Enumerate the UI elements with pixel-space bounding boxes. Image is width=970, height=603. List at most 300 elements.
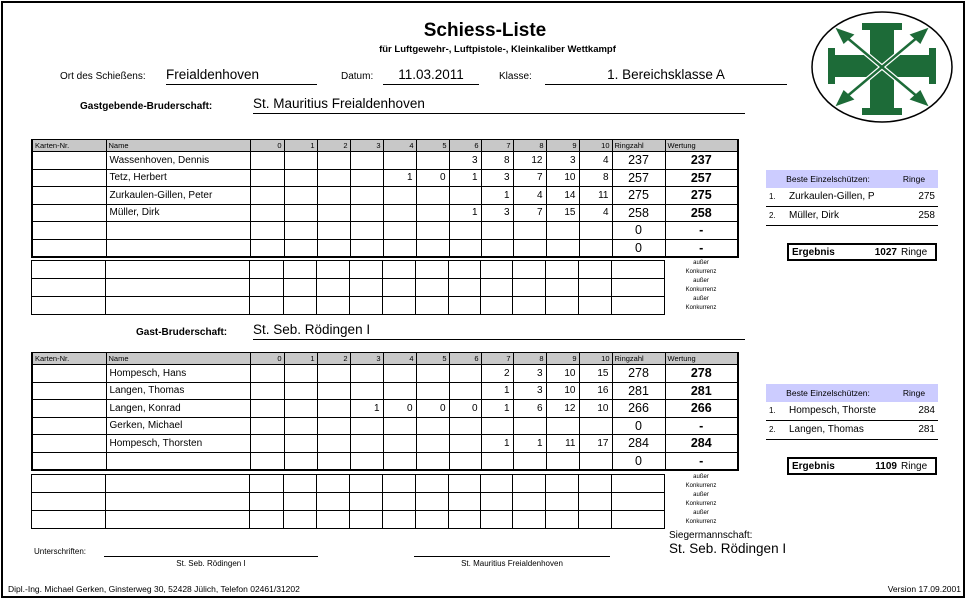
ring-count-cell[interactable] bbox=[383, 417, 416, 435]
shooter-name-cell[interactable]: Langen, Konrad bbox=[106, 400, 250, 418]
klasse-field[interactable] bbox=[545, 67, 787, 85]
empty-cell[interactable] bbox=[106, 475, 250, 493]
shooter-name-cell[interactable]: Wassenhoven, Dennis bbox=[106, 152, 250, 170]
ring-count-cell[interactable] bbox=[481, 239, 513, 257]
empty-cell[interactable] bbox=[579, 297, 612, 315]
ring-count-cell[interactable] bbox=[383, 382, 416, 400]
ring-count-cell[interactable] bbox=[317, 204, 350, 222]
team1-best-shooters bbox=[766, 170, 938, 226]
ring-count-cell[interactable]: 11 bbox=[579, 187, 612, 205]
table-row bbox=[32, 169, 738, 187]
ring-count-cell[interactable] bbox=[513, 239, 546, 257]
empty-cell[interactable] bbox=[612, 475, 665, 493]
ring-count-cell[interactable] bbox=[350, 382, 383, 400]
ring-count-cell[interactable] bbox=[449, 435, 481, 453]
ringzahl-cell: 257 bbox=[612, 169, 665, 187]
karten-nr-cell[interactable] bbox=[32, 435, 106, 453]
ring-count-cell[interactable] bbox=[383, 239, 416, 257]
column-header: 7 bbox=[481, 140, 513, 152]
ring-count-cell[interactable]: 1 bbox=[449, 204, 481, 222]
ring-count-cell[interactable] bbox=[250, 400, 284, 418]
shooter-name-cell[interactable] bbox=[106, 239, 250, 257]
ring-count-cell[interactable] bbox=[449, 382, 481, 400]
empty-cell[interactable] bbox=[317, 511, 350, 529]
team2-best-row bbox=[766, 402, 938, 421]
extra-row bbox=[32, 261, 665, 279]
empty-cell[interactable] bbox=[416, 297, 449, 315]
empty-cell[interactable] bbox=[579, 493, 612, 511]
ring-count-cell[interactable] bbox=[416, 187, 449, 205]
ring-count-cell[interactable] bbox=[383, 152, 416, 170]
empty-cell[interactable] bbox=[383, 475, 416, 493]
ring-count-cell[interactable] bbox=[579, 222, 612, 240]
empty-cell[interactable] bbox=[612, 297, 665, 315]
ring-count-cell[interactable] bbox=[513, 417, 546, 435]
ring-count-cell[interactable] bbox=[350, 365, 383, 383]
club-logo-icon bbox=[810, 10, 954, 124]
ring-count-cell[interactable]: 8 bbox=[481, 152, 513, 170]
empty-cell[interactable] bbox=[546, 493, 579, 511]
ring-count-cell[interactable] bbox=[383, 204, 416, 222]
ring-count-cell[interactable] bbox=[416, 222, 449, 240]
empty-cell[interactable] bbox=[416, 261, 449, 279]
ring-count-cell[interactable] bbox=[317, 400, 350, 418]
karten-nr-cell[interactable] bbox=[32, 417, 106, 435]
karten-nr-cell[interactable] bbox=[32, 152, 106, 170]
ring-count-cell[interactable] bbox=[416, 365, 449, 383]
ring-count-cell[interactable]: 1 bbox=[513, 435, 546, 453]
ring-count-cell[interactable] bbox=[284, 435, 317, 453]
empty-cell[interactable] bbox=[612, 493, 665, 511]
ring-count-cell[interactable] bbox=[250, 204, 284, 222]
ring-count-cell[interactable] bbox=[284, 382, 317, 400]
column-header: 6 bbox=[449, 353, 481, 365]
ring-count-cell[interactable]: 4 bbox=[579, 152, 612, 170]
empty-cell[interactable] bbox=[250, 279, 284, 297]
empty-cell[interactable] bbox=[284, 297, 317, 315]
ring-count-cell[interactable] bbox=[284, 239, 317, 257]
ring-count-cell[interactable] bbox=[350, 169, 383, 187]
ring-count-cell[interactable] bbox=[546, 239, 579, 257]
empty-cell[interactable] bbox=[350, 511, 383, 529]
ring-count-cell[interactable]: 4 bbox=[513, 187, 546, 205]
ring-count-cell[interactable] bbox=[546, 222, 579, 240]
empty-cell[interactable] bbox=[317, 475, 350, 493]
ring-count-cell[interactable] bbox=[416, 152, 449, 170]
empty-cell[interactable] bbox=[350, 475, 383, 493]
ring-count-cell[interactable]: 3 bbox=[481, 169, 513, 187]
empty-cell[interactable] bbox=[612, 279, 665, 297]
empty-cell[interactable] bbox=[481, 493, 513, 511]
empty-cell[interactable] bbox=[546, 475, 579, 493]
datum-field[interactable] bbox=[383, 67, 479, 85]
team2-name-field[interactable] bbox=[253, 322, 745, 340]
ring-count-cell[interactable] bbox=[579, 452, 612, 470]
empty-cell[interactable] bbox=[317, 261, 350, 279]
table-row bbox=[32, 222, 738, 240]
empty-cell[interactable] bbox=[106, 279, 250, 297]
ring-count-cell[interactable] bbox=[250, 152, 284, 170]
ring-count-cell[interactable] bbox=[317, 382, 350, 400]
empty-cell[interactable] bbox=[513, 475, 546, 493]
ring-count-cell[interactable] bbox=[317, 169, 350, 187]
ringzahl-cell: 237 bbox=[612, 152, 665, 170]
ring-count-cell[interactable]: 1 bbox=[383, 169, 416, 187]
ausser-konkurrenz-text: außer bbox=[693, 474, 709, 480]
empty-cell[interactable] bbox=[481, 279, 513, 297]
ring-count-cell[interactable] bbox=[350, 204, 383, 222]
empty-cell[interactable] bbox=[350, 297, 383, 315]
column-header: 6 bbox=[449, 140, 481, 152]
ring-count-cell[interactable] bbox=[449, 239, 481, 257]
empty-cell[interactable] bbox=[317, 493, 350, 511]
ring-count-cell[interactable] bbox=[449, 365, 481, 383]
shooter-name-cell[interactable]: Hompesch, Hans bbox=[106, 365, 250, 383]
karten-nr-cell[interactable] bbox=[32, 452, 106, 470]
ring-count-cell[interactable] bbox=[350, 452, 383, 470]
ringzahl-cell: 0 bbox=[612, 239, 665, 257]
empty-cell[interactable] bbox=[481, 475, 513, 493]
ring-count-cell[interactable] bbox=[317, 152, 350, 170]
rank: 1. bbox=[769, 192, 776, 201]
empty-cell[interactable] bbox=[250, 297, 284, 315]
ringzahl-cell: 0 bbox=[612, 222, 665, 240]
ring-count-cell[interactable] bbox=[449, 452, 481, 470]
ring-count-cell[interactable] bbox=[250, 382, 284, 400]
karten-nr-cell[interactable] bbox=[32, 239, 106, 257]
empty-cell[interactable] bbox=[449, 279, 481, 297]
ring-count-cell[interactable] bbox=[284, 152, 317, 170]
ring-count-cell[interactable]: 4 bbox=[579, 204, 612, 222]
shooter-name: Müller, Dirk bbox=[789, 210, 840, 221]
ring-count-cell[interactable] bbox=[284, 187, 317, 205]
klasse-label: Klasse: bbox=[499, 71, 532, 82]
shooter-ringe: 284 bbox=[918, 405, 935, 416]
ring-count-cell[interactable]: 11 bbox=[546, 435, 579, 453]
empty-cell[interactable] bbox=[32, 511, 106, 529]
ring-count-cell[interactable]: 3 bbox=[481, 204, 513, 222]
ringzahl-cell: 275 bbox=[612, 187, 665, 205]
empty-cell[interactable] bbox=[317, 279, 350, 297]
column-header: Wertung bbox=[665, 353, 738, 365]
ring-count-cell[interactable]: 2 bbox=[481, 365, 513, 383]
ring-count-cell[interactable]: 10 bbox=[546, 382, 579, 400]
ring-count-cell[interactable] bbox=[250, 169, 284, 187]
ring-count-cell[interactable] bbox=[481, 452, 513, 470]
ring-count-cell[interactable]: 1 bbox=[481, 400, 513, 418]
empty-cell[interactable] bbox=[481, 511, 513, 529]
empty-cell[interactable] bbox=[416, 279, 449, 297]
ring-count-cell[interactable] bbox=[416, 204, 449, 222]
empty-cell[interactable] bbox=[449, 493, 481, 511]
ring-count-cell[interactable] bbox=[284, 204, 317, 222]
extra-row bbox=[32, 493, 665, 511]
signature-line-right[interactable] bbox=[414, 556, 610, 557]
ring-count-cell[interactable]: 10 bbox=[546, 169, 579, 187]
column-header: 1 bbox=[284, 353, 317, 365]
shooter-name-cell[interactable]: Gerken, Michael bbox=[106, 417, 250, 435]
ring-count-cell[interactable]: 3 bbox=[449, 152, 481, 170]
ring-count-cell[interactable]: 1 bbox=[481, 187, 513, 205]
ring-count-cell[interactable] bbox=[481, 222, 513, 240]
shooter-name-cell[interactable]: Zurkaulen-Gillen, Peter bbox=[106, 187, 250, 205]
empty-cell[interactable] bbox=[250, 261, 284, 279]
ring-count-cell[interactable] bbox=[350, 435, 383, 453]
team2-best-row bbox=[766, 421, 938, 440]
empty-cell[interactable] bbox=[250, 511, 284, 529]
ring-count-cell[interactable] bbox=[383, 187, 416, 205]
ring-count-cell[interactable] bbox=[416, 435, 449, 453]
ring-count-cell[interactable] bbox=[513, 222, 546, 240]
shooter-name-cell[interactable]: Tetz, Herbert bbox=[106, 169, 250, 187]
ring-count-cell[interactable]: 12 bbox=[513, 152, 546, 170]
ring-count-cell[interactable]: 3 bbox=[513, 365, 546, 383]
empty-cell[interactable] bbox=[546, 511, 579, 529]
ring-count-cell[interactable]: 8 bbox=[579, 169, 612, 187]
ring-count-cell[interactable]: 0 bbox=[449, 400, 481, 418]
ring-count-cell[interactable] bbox=[383, 222, 416, 240]
ringzahl-cell: 258 bbox=[612, 204, 665, 222]
ring-count-cell[interactable] bbox=[284, 400, 317, 418]
empty-cell[interactable] bbox=[32, 475, 106, 493]
ring-count-cell[interactable] bbox=[317, 452, 350, 470]
ring-count-cell[interactable] bbox=[317, 187, 350, 205]
empty-cell[interactable] bbox=[32, 261, 106, 279]
empty-cell[interactable] bbox=[383, 279, 416, 297]
empty-cell[interactable] bbox=[579, 475, 612, 493]
ring-count-cell[interactable]: 12 bbox=[546, 400, 579, 418]
empty-cell[interactable] bbox=[350, 279, 383, 297]
ring-count-cell[interactable]: 10 bbox=[579, 400, 612, 418]
team1-best-row bbox=[766, 207, 938, 226]
empty-cell[interactable] bbox=[350, 493, 383, 511]
ring-count-cell[interactable] bbox=[350, 187, 383, 205]
empty-cell[interactable] bbox=[449, 261, 481, 279]
ring-count-cell[interactable] bbox=[250, 435, 284, 453]
ring-count-cell[interactable]: 10 bbox=[546, 365, 579, 383]
ergebnis-value: 1027 bbox=[874, 246, 897, 258]
empty-cell[interactable] bbox=[513, 511, 546, 529]
ring-count-cell[interactable] bbox=[350, 417, 383, 435]
wertung-cell: 257 bbox=[665, 169, 738, 187]
empty-cell[interactable] bbox=[513, 297, 546, 315]
table-row bbox=[32, 152, 738, 170]
ring-count-cell[interactable] bbox=[416, 239, 449, 257]
shooter-name-cell[interactable]: Hompesch, Thorsten bbox=[106, 435, 250, 453]
ring-count-cell[interactable]: 3 bbox=[513, 382, 546, 400]
column-header: Ringzahl bbox=[612, 140, 665, 152]
ring-count-cell[interactable] bbox=[350, 222, 383, 240]
ausser-konkurrenz-text: außer bbox=[693, 510, 709, 516]
empty-cell[interactable] bbox=[546, 297, 579, 315]
ring-count-cell[interactable] bbox=[284, 365, 317, 383]
shooter-name-cell[interactable]: Langen, Thomas bbox=[106, 382, 250, 400]
table-row bbox=[32, 435, 738, 453]
ring-count-cell[interactable]: 1 bbox=[449, 169, 481, 187]
ort-value: Freialdenhoven bbox=[166, 67, 260, 82]
team2-score-table bbox=[31, 352, 739, 471]
empty-cell[interactable] bbox=[449, 475, 481, 493]
ring-count-cell[interactable]: 1 bbox=[481, 382, 513, 400]
column-header: 9 bbox=[546, 353, 579, 365]
empty-cell[interactable] bbox=[383, 511, 416, 529]
ring-count-cell[interactable] bbox=[317, 417, 350, 435]
ring-count-cell[interactable] bbox=[350, 152, 383, 170]
empty-cell[interactable] bbox=[383, 493, 416, 511]
ringzahl-cell: 266 bbox=[612, 400, 665, 418]
ring-count-cell[interactable] bbox=[250, 365, 284, 383]
wertung-cell: 258 bbox=[665, 204, 738, 222]
ring-count-cell[interactable] bbox=[284, 222, 317, 240]
ring-count-cell[interactable] bbox=[350, 239, 383, 257]
ring-count-cell[interactable] bbox=[317, 365, 350, 383]
klasse-value: 1. Bereichsklasse A bbox=[607, 67, 725, 82]
column-header: 0 bbox=[250, 140, 284, 152]
shooter-name: Hompesch, Thorste bbox=[789, 405, 877, 416]
sieger-name: St. Seb. Rödingen I bbox=[669, 541, 787, 556]
ring-count-cell[interactable] bbox=[416, 452, 449, 470]
ring-count-cell[interactable] bbox=[449, 222, 481, 240]
empty-cell[interactable] bbox=[579, 511, 612, 529]
ring-count-cell[interactable]: 0 bbox=[416, 169, 449, 187]
empty-cell[interactable] bbox=[250, 475, 284, 493]
karten-nr-cell[interactable] bbox=[32, 187, 106, 205]
ring-count-cell[interactable]: 0 bbox=[416, 400, 449, 418]
datum-label: Datum: bbox=[341, 71, 374, 82]
extra-row bbox=[32, 475, 665, 493]
karten-nr-cell[interactable] bbox=[32, 365, 106, 383]
ring-count-cell[interactable] bbox=[383, 365, 416, 383]
ring-count-cell[interactable]: 6 bbox=[513, 400, 546, 418]
ring-count-cell[interactable] bbox=[250, 452, 284, 470]
karten-nr-cell[interactable] bbox=[32, 204, 106, 222]
ring-count-cell[interactable] bbox=[250, 417, 284, 435]
ring-count-cell[interactable]: 17 bbox=[579, 435, 612, 453]
karten-nr-cell[interactable] bbox=[32, 222, 106, 240]
ring-count-cell[interactable] bbox=[546, 417, 579, 435]
empty-cell[interactable] bbox=[106, 493, 250, 511]
ring-count-cell[interactable] bbox=[546, 452, 579, 470]
ausser-konkurrenz-text: außer bbox=[693, 296, 709, 302]
empty-cell[interactable] bbox=[250, 493, 284, 511]
ring-count-cell[interactable] bbox=[416, 417, 449, 435]
ring-count-cell[interactable] bbox=[579, 239, 612, 257]
column-header: 3 bbox=[350, 140, 383, 152]
empty-cell[interactable] bbox=[449, 297, 481, 315]
empty-cell[interactable] bbox=[513, 279, 546, 297]
ring-count-cell[interactable]: 14 bbox=[546, 187, 579, 205]
empty-cell[interactable] bbox=[284, 511, 317, 529]
team1-extra-rows bbox=[31, 260, 665, 315]
empty-cell[interactable] bbox=[612, 261, 665, 279]
ring-count-cell[interactable] bbox=[449, 417, 481, 435]
ring-count-cell[interactable] bbox=[383, 435, 416, 453]
datum-value: 11.03.2011 bbox=[398, 67, 464, 82]
empty-cell[interactable] bbox=[449, 511, 481, 529]
ring-count-cell[interactable] bbox=[250, 222, 284, 240]
ring-count-cell[interactable]: 7 bbox=[513, 204, 546, 222]
empty-cell[interactable] bbox=[481, 297, 513, 315]
ring-count-cell[interactable]: 7 bbox=[513, 169, 546, 187]
karten-nr-cell[interactable] bbox=[32, 400, 106, 418]
ring-count-cell[interactable] bbox=[284, 169, 317, 187]
empty-cell[interactable] bbox=[546, 261, 579, 279]
empty-cell[interactable] bbox=[284, 475, 317, 493]
empty-cell[interactable] bbox=[579, 261, 612, 279]
ring-count-cell[interactable] bbox=[250, 187, 284, 205]
ring-count-cell[interactable]: 3 bbox=[546, 152, 579, 170]
ring-count-cell[interactable]: 15 bbox=[546, 204, 579, 222]
karten-nr-cell[interactable] bbox=[32, 169, 106, 187]
ring-count-cell[interactable] bbox=[513, 452, 546, 470]
empty-cell[interactable] bbox=[481, 261, 513, 279]
column-header: 8 bbox=[513, 140, 546, 152]
empty-cell[interactable] bbox=[284, 493, 317, 511]
empty-cell[interactable] bbox=[106, 261, 250, 279]
ring-count-cell[interactable] bbox=[317, 239, 350, 257]
empty-cell[interactable] bbox=[284, 279, 317, 297]
ring-count-cell[interactable]: 1 bbox=[481, 435, 513, 453]
empty-cell[interactable] bbox=[416, 493, 449, 511]
ring-count-cell[interactable]: 1 bbox=[350, 400, 383, 418]
signature-line-left[interactable] bbox=[104, 556, 318, 557]
ring-count-cell[interactable] bbox=[317, 222, 350, 240]
ring-count-cell[interactable] bbox=[284, 452, 317, 470]
empty-cell[interactable] bbox=[106, 297, 250, 315]
empty-cell[interactable] bbox=[284, 261, 317, 279]
shooter-name-cell[interactable] bbox=[106, 452, 250, 470]
column-header: 3 bbox=[350, 353, 383, 365]
column-header: Ringzahl bbox=[612, 353, 665, 365]
ring-count-cell[interactable] bbox=[449, 187, 481, 205]
ring-count-cell[interactable] bbox=[284, 417, 317, 435]
empty-cell[interactable] bbox=[383, 297, 416, 315]
ergebnis-label: Ergebnis bbox=[792, 460, 835, 472]
ort-field[interactable] bbox=[166, 67, 317, 85]
empty-cell[interactable] bbox=[350, 261, 383, 279]
empty-cell[interactable] bbox=[579, 279, 612, 297]
empty-cell[interactable] bbox=[416, 475, 449, 493]
empty-cell[interactable] bbox=[513, 493, 546, 511]
shooter-name-cell[interactable]: Müller, Dirk bbox=[106, 204, 250, 222]
empty-cell[interactable] bbox=[106, 511, 250, 529]
empty-cell[interactable] bbox=[416, 511, 449, 529]
ring-count-cell[interactable] bbox=[383, 452, 416, 470]
empty-cell[interactable] bbox=[32, 279, 106, 297]
empty-cell[interactable] bbox=[32, 493, 106, 511]
team1-name-field[interactable] bbox=[253, 96, 745, 114]
ring-count-cell[interactable]: 15 bbox=[579, 365, 612, 383]
ring-count-cell[interactable] bbox=[481, 417, 513, 435]
empty-cell[interactable] bbox=[546, 279, 579, 297]
ring-count-cell[interactable] bbox=[416, 382, 449, 400]
wertung-cell: 284 bbox=[665, 435, 738, 453]
empty-cell[interactable] bbox=[32, 297, 106, 315]
karten-nr-cell[interactable] bbox=[32, 382, 106, 400]
empty-cell[interactable] bbox=[317, 297, 350, 315]
empty-cell[interactable] bbox=[383, 261, 416, 279]
shooter-name-cell[interactable] bbox=[106, 222, 250, 240]
empty-cell[interactable] bbox=[612, 511, 665, 529]
ring-count-cell[interactable]: 0 bbox=[383, 400, 416, 418]
ring-count-cell[interactable] bbox=[250, 239, 284, 257]
ring-count-cell[interactable] bbox=[317, 435, 350, 453]
ring-count-cell[interactable] bbox=[579, 417, 612, 435]
wertung-cell: - bbox=[665, 417, 738, 435]
column-header: 8 bbox=[513, 353, 546, 365]
empty-cell[interactable] bbox=[513, 261, 546, 279]
ring-count-cell[interactable]: 16 bbox=[579, 382, 612, 400]
